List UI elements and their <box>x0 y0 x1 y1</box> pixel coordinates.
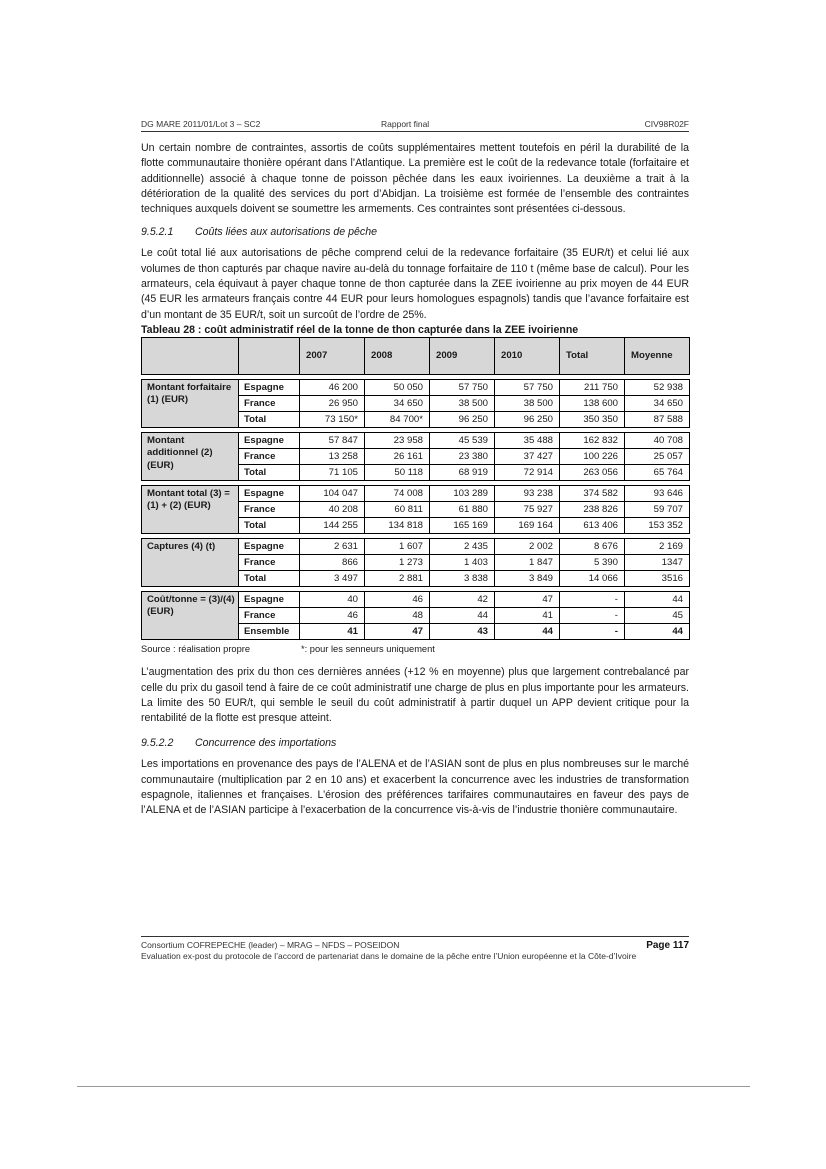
table-cell: 165 169 <box>430 517 495 533</box>
header-left: DG MARE 2011/01/Lot 3 – SC2 <box>141 119 261 129</box>
table-cell: 5 390 <box>560 554 625 570</box>
table-cell: 13 258 <box>300 448 365 464</box>
table-body <box>142 337 690 639</box>
row-group-label: Coût/tonne = (3)/(4) (EUR) <box>142 591 239 639</box>
table-cell: 42 <box>430 591 495 607</box>
source-text: Source : réalisation propre <box>141 643 251 654</box>
table-cell: 138 600 <box>560 395 625 411</box>
page-number: Page 117 <box>646 940 689 951</box>
row-group-label: Montant total (3) = (1) + (2) (EUR) <box>142 485 239 533</box>
table-cell: 1 273 <box>365 554 430 570</box>
table-cell: 93 646 <box>625 485 690 501</box>
table-cell: 263 056 <box>560 464 625 480</box>
table-cell: 34 650 <box>365 395 430 411</box>
table-cell: 374 582 <box>560 485 625 501</box>
table-cell: 68 919 <box>430 464 495 480</box>
table-cell: 75 927 <box>495 501 560 517</box>
table-cell: 26 161 <box>365 448 430 464</box>
table-cell: - <box>560 607 625 623</box>
table-cell: 45 539 <box>430 432 495 448</box>
row-sub-label: Ensemble <box>239 623 300 639</box>
row-sub-label: Total <box>239 411 300 427</box>
table-cell: 65 764 <box>625 464 690 480</box>
table-cell: 57 750 <box>430 379 495 395</box>
header-cell <box>142 337 239 374</box>
table-cell: 40 208 <box>300 501 365 517</box>
table-cell: 96 250 <box>495 411 560 427</box>
table-cell: 57 847 <box>300 432 365 448</box>
table-cell: - <box>560 623 625 639</box>
row-group-label: Montant forfaitaire (1) (EUR) <box>142 379 239 427</box>
table-cell: 25 057 <box>625 448 690 464</box>
table-cell: 211 750 <box>560 379 625 395</box>
table-cell: 23 958 <box>365 432 430 448</box>
table-cell: 41 <box>300 623 365 639</box>
table-cell: 45 <box>625 607 690 623</box>
cost-table <box>141 337 690 640</box>
table-cell: 866 <box>300 554 365 570</box>
section-title: Concurrence des importations <box>195 737 337 750</box>
table-cell: 100 226 <box>560 448 625 464</box>
row-sub-label: Total <box>239 517 300 533</box>
table-cell: 2 435 <box>430 538 495 554</box>
table-cell: 134 818 <box>365 517 430 533</box>
table-cell: 144 255 <box>300 517 365 533</box>
bottom-divider <box>77 1086 750 1087</box>
header-cell <box>239 337 300 374</box>
table-cell: 38 500 <box>430 395 495 411</box>
row-group-label: Montant additionnel (2) (EUR) <box>142 432 239 480</box>
table-cell: - <box>560 591 625 607</box>
table-cell: 104 047 <box>300 485 365 501</box>
header-center: Rapport final <box>381 119 430 129</box>
table-cell: 50 050 <box>365 379 430 395</box>
table-row <box>142 485 690 501</box>
table-cell: 71 105 <box>300 464 365 480</box>
header-right: CIV98R02F <box>644 119 689 129</box>
row-sub-label: France <box>239 395 300 411</box>
table-cell: 2 169 <box>625 538 690 554</box>
table-cell: 350 350 <box>560 411 625 427</box>
row-sub-label: Total <box>239 464 300 480</box>
row-sub-label: France <box>239 554 300 570</box>
row-sub-label: Espagne <box>239 379 300 395</box>
table-cell: 162 832 <box>560 432 625 448</box>
row-sub-label: Espagne <box>239 538 300 554</box>
table-cell: 44 <box>430 607 495 623</box>
section-number: 9.5.2.1 <box>141 226 174 239</box>
row-sub-label: France <box>239 448 300 464</box>
table-row <box>142 379 690 395</box>
row-sub-label: Espagne <box>239 485 300 501</box>
table-cell: 8 676 <box>560 538 625 554</box>
table-cell: 14 066 <box>560 570 625 586</box>
row-sub-label: Total <box>239 570 300 586</box>
table-row <box>142 538 690 554</box>
footer-line-2: Evaluation ex-post du protocole de l’accord de partenariat dans le domaine de la pêche entre l’Union européenne et la Côte-d’Ivoire <box>141 951 637 961</box>
table-cell: 46 200 <box>300 379 365 395</box>
table-cell: 38 500 <box>495 395 560 411</box>
row-sub-label: France <box>239 501 300 517</box>
row-sub-label: France <box>239 607 300 623</box>
table-cell: 2 002 <box>495 538 560 554</box>
table-cell: 47 <box>365 623 430 639</box>
table-cell: 3 849 <box>495 570 560 586</box>
row-sub-label: Espagne <box>239 432 300 448</box>
paragraph-prices: L’augmentation des prix du thon ces dernières années (+12 % en moyenne) plus que largement contrebalancé par celle du prix du gasoil tend à faire de ce coût administratif une charge de plus en plus importante pour les armateurs. La limite des 50 EUR/t, qui semble le seuil du coût administratif à partir duquel un APP devient critique pour la rentabilité de la flotte est presque atteint. <box>141 666 689 725</box>
table-cell: 73 150* <box>300 411 365 427</box>
table-cell: 52 938 <box>625 379 690 395</box>
row-group-label: Captures (4) (t) <box>142 538 239 586</box>
table-cell: 2 631 <box>300 538 365 554</box>
paragraph-fees: Le coût total lié aux autorisations de pêche comprend celui de la redevance forfaitaire (35 EUR/t) et celui lié aux volumes de thon capturés par chaque navire au-delà du tonnage forfaitaire de 110 t (même base de calcul). Pour les armateurs, cela équivaut à payer chaque tonne de thon capturée dans la ZEE ivoirienne au prix moyen de 44 EUR (45 EUR les armateurs français contre 44 EUR pour leurs homologues espagnols) tandis que l’avance forfaitaire est d’un montant de 35 EUR/t, soit un surcoût de l’ordre de 25%. <box>141 247 689 321</box>
table-header-row <box>142 337 690 374</box>
table-cell: 46 <box>365 591 430 607</box>
table-cell: 60 811 <box>365 501 430 517</box>
table-cell: 43 <box>430 623 495 639</box>
table-cell: 103 289 <box>430 485 495 501</box>
header-cell: 2007 <box>300 337 365 374</box>
table-cell: 47 <box>495 591 560 607</box>
section-number: 9.5.2.2 <box>141 737 174 750</box>
table-cell: 48 <box>365 607 430 623</box>
table-cell: 74 008 <box>365 485 430 501</box>
header-cell: 2009 <box>430 337 495 374</box>
table-cell: 26 950 <box>300 395 365 411</box>
table-cell: 57 750 <box>495 379 560 395</box>
table-cell: 87 588 <box>625 411 690 427</box>
table-cell: 3516 <box>625 570 690 586</box>
table-cell: 61 880 <box>430 501 495 517</box>
table-cell: 44 <box>625 623 690 639</box>
table-cell: 238 826 <box>560 501 625 517</box>
table-source <box>141 642 689 657</box>
table-note: *: pour les senneurs uniquement <box>301 643 435 654</box>
table-row <box>142 432 690 448</box>
table-cell: 41 <box>495 607 560 623</box>
table-cell: 169 164 <box>495 517 560 533</box>
table-cell: 96 250 <box>430 411 495 427</box>
table-row <box>142 591 690 607</box>
paragraph-imports: Les importations en provenance des pays de l’ALENA et de l’ASIAN sont de plus en plus nombreuses sur le marché communautaire (multiplication par 2 en 10 ans) et exacerbent la concurrence avec les industries de transformation espagnole, italiennes et françaises. L’érosion des préférences tarifaires communautaires en faveur des pays de l’ALENA et de l’ASIAN participe à l’exacerbation de la concurrence vis-à-vis de l’industrie thonière communautaire. <box>141 758 689 817</box>
row-sub-label: Espagne <box>239 591 300 607</box>
table-cell: 37 427 <box>495 448 560 464</box>
table-cell: 44 <box>625 591 690 607</box>
table-cell: 1 607 <box>365 538 430 554</box>
table-cell: 34 650 <box>625 395 690 411</box>
table-cell: 1 847 <box>495 554 560 570</box>
table-caption: Tableau 28 : coût administratif réel de la tonne de thon capturée dans la ZEE ivoirienne <box>141 323 579 336</box>
header-cell: Moyenne <box>625 337 690 374</box>
header-cell: Total <box>560 337 625 374</box>
table-cell: 50 118 <box>365 464 430 480</box>
page-footer <box>141 936 689 962</box>
section-heading-2 <box>141 736 689 751</box>
table-cell: 3 838 <box>430 570 495 586</box>
table-cell: 93 238 <box>495 485 560 501</box>
table-cell: 2 881 <box>365 570 430 586</box>
table-cell: 1 403 <box>430 554 495 570</box>
table-cell: 3 497 <box>300 570 365 586</box>
section-heading-1 <box>141 225 689 240</box>
table-cell: 35 488 <box>495 432 560 448</box>
section-title: Coûts liées aux autorisations de pêche <box>195 226 377 239</box>
table-cell: 153 352 <box>625 517 690 533</box>
page-header <box>141 117 689 132</box>
page-body <box>141 141 689 819</box>
table-cell: 40 <box>300 591 365 607</box>
table-cell: 613 406 <box>560 517 625 533</box>
table-cell: 46 <box>300 607 365 623</box>
table-cell: 1347 <box>625 554 690 570</box>
table-cell: 72 914 <box>495 464 560 480</box>
table-cell: 84 700* <box>365 411 430 427</box>
table-cell: 40 708 <box>625 432 690 448</box>
header-cell: 2008 <box>365 337 430 374</box>
intro-paragraph: Un certain nombre de contraintes, assortis de coûts supplémentaires mettent toutefois en péril la durabilité de la flotte communautaire thonière opérant dans l’Atlantique. La première est le coût de la redevance totale (forfaitaire et additionnelle) associé à chaque tonne de poisson pêchée dans les eaux ivoiriennes. La deuxième a trait à la détérioration de la qualité des services du port d’Abidjan. La troisième est formée de l’ensemble des contraintes techniques auxquels doivent se soumettre les armements. Ces contraintes sont présentées ci-dessous. <box>141 142 689 216</box>
table-cell: 59 707 <box>625 501 690 517</box>
header-cell: 2010 <box>495 337 560 374</box>
table-cell: 23 380 <box>430 448 495 464</box>
footer-line-1: Consortium COFREPECHE (leader) – MRAG – NFDS – POSEIDON <box>141 940 400 950</box>
table-cell: 44 <box>495 623 560 639</box>
